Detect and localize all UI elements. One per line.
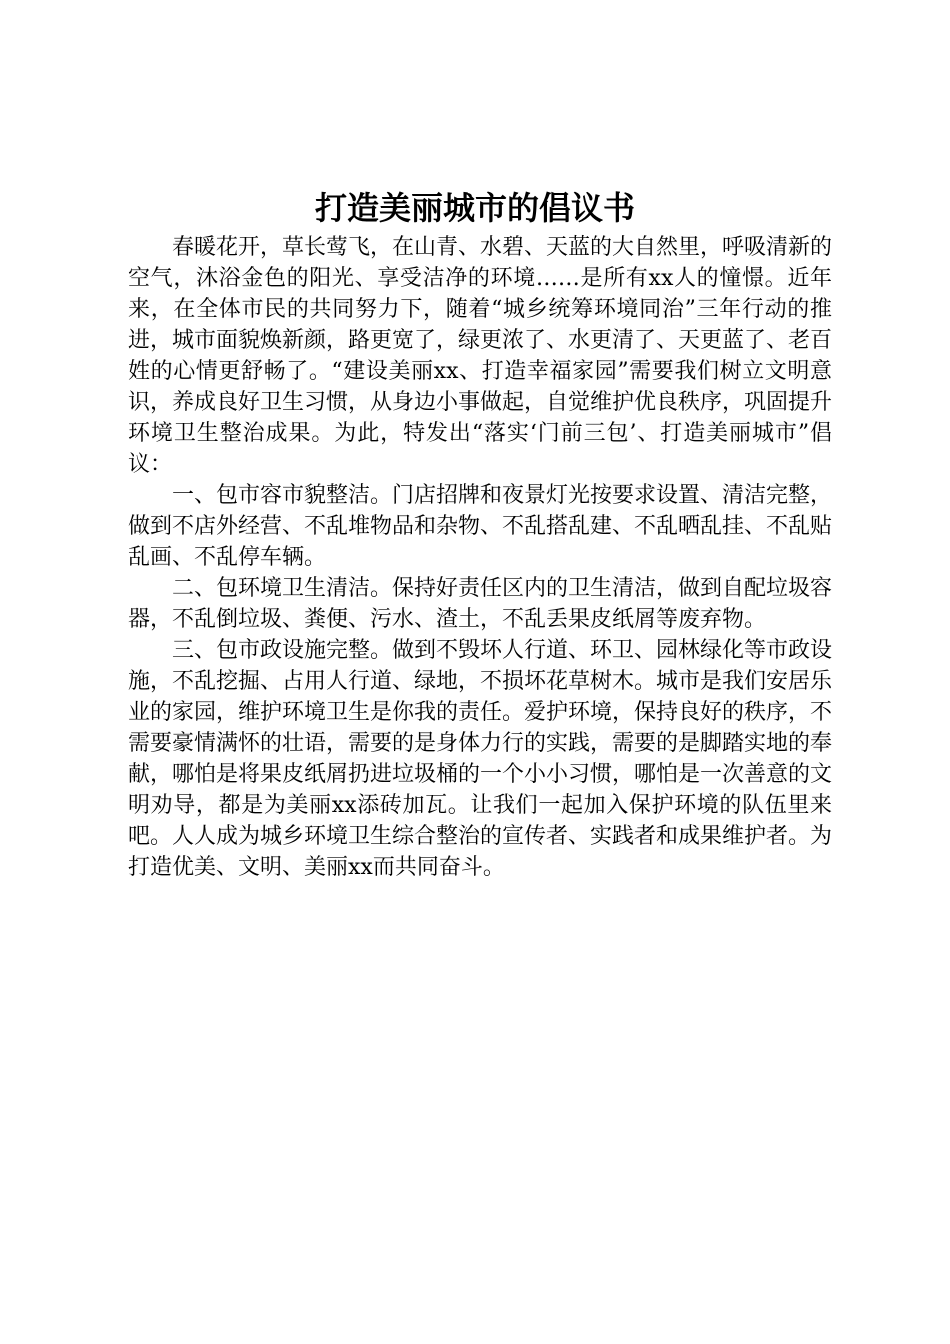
document-title: 打造美丽城市的倡议书 (314, 189, 635, 227)
proposal-item-1: 一、包市容市貌整洁。门店招牌和夜景灯光按要求设置、清洁完整，做到不店外经营、不乱堆物品和杂物、不乱搭乱建、不乱晒乱挂、不乱贴乱画、不乱停车辆。 (128, 483, 833, 570)
proposal-item-2: 二、包环境卫生清洁。保持好责任区内的卫生清洁，做到自配垃圾容器，不乱倒垃圾、粪便、污水、渣土，不乱丢果皮纸屑等废弃物。 (128, 576, 833, 632)
document-body (128, 232, 832, 883)
intro-paragraph: 春暖花开，草长莺飞，在山青、水碧、天蓝的大自然里，呼吸清新的空气，沐浴金色的阳光、享受洁净的环境……是所有xx人的憧憬。近年来，在全体市民的共同努力下，随着“城乡统筹环境同治”三年行动的推进，城市面貌焕新颜，路更宽了，绿更浓了、水更清了、天更蓝了、老百姓的心情更舒畅了。“建设美丽xx、打造幸福家园”需要我们树立文明意识，养成良好卫生习惯，从身边小事做起，自觉维护优良秩序，巩固提升环境卫生整治成果。为此，特发出“落实‘门前三包’、打造美丽城市”倡议： (128, 235, 833, 477)
proposal-item-3: 三、包市政设施完整。做到不毁坏人行道、环卫、园林绿化等市政设施，不乱挖掘、占用人行道、绿地，不损坏花草树木。城市是我们安居乐业的家园，维护环境卫生是你我的责任。爱护环境，保持良好的秩序，不需要豪情满怀的壮语，需要的是身体力行的实践，需要的是脚踏实地的奉献，哪怕是将果皮纸屑扔进垃圾桶的一个小小习惯，哪怕是一次善意的文明劝导，都是为美丽xx添砖加瓦。让我们一起加入保护环境的队伍里来吧。人人成为城乡环境卫生综合整治的宣传者、实践者和成果维护者。为打造优美、文明、美丽xx而共同奋斗。 (128, 638, 833, 880)
